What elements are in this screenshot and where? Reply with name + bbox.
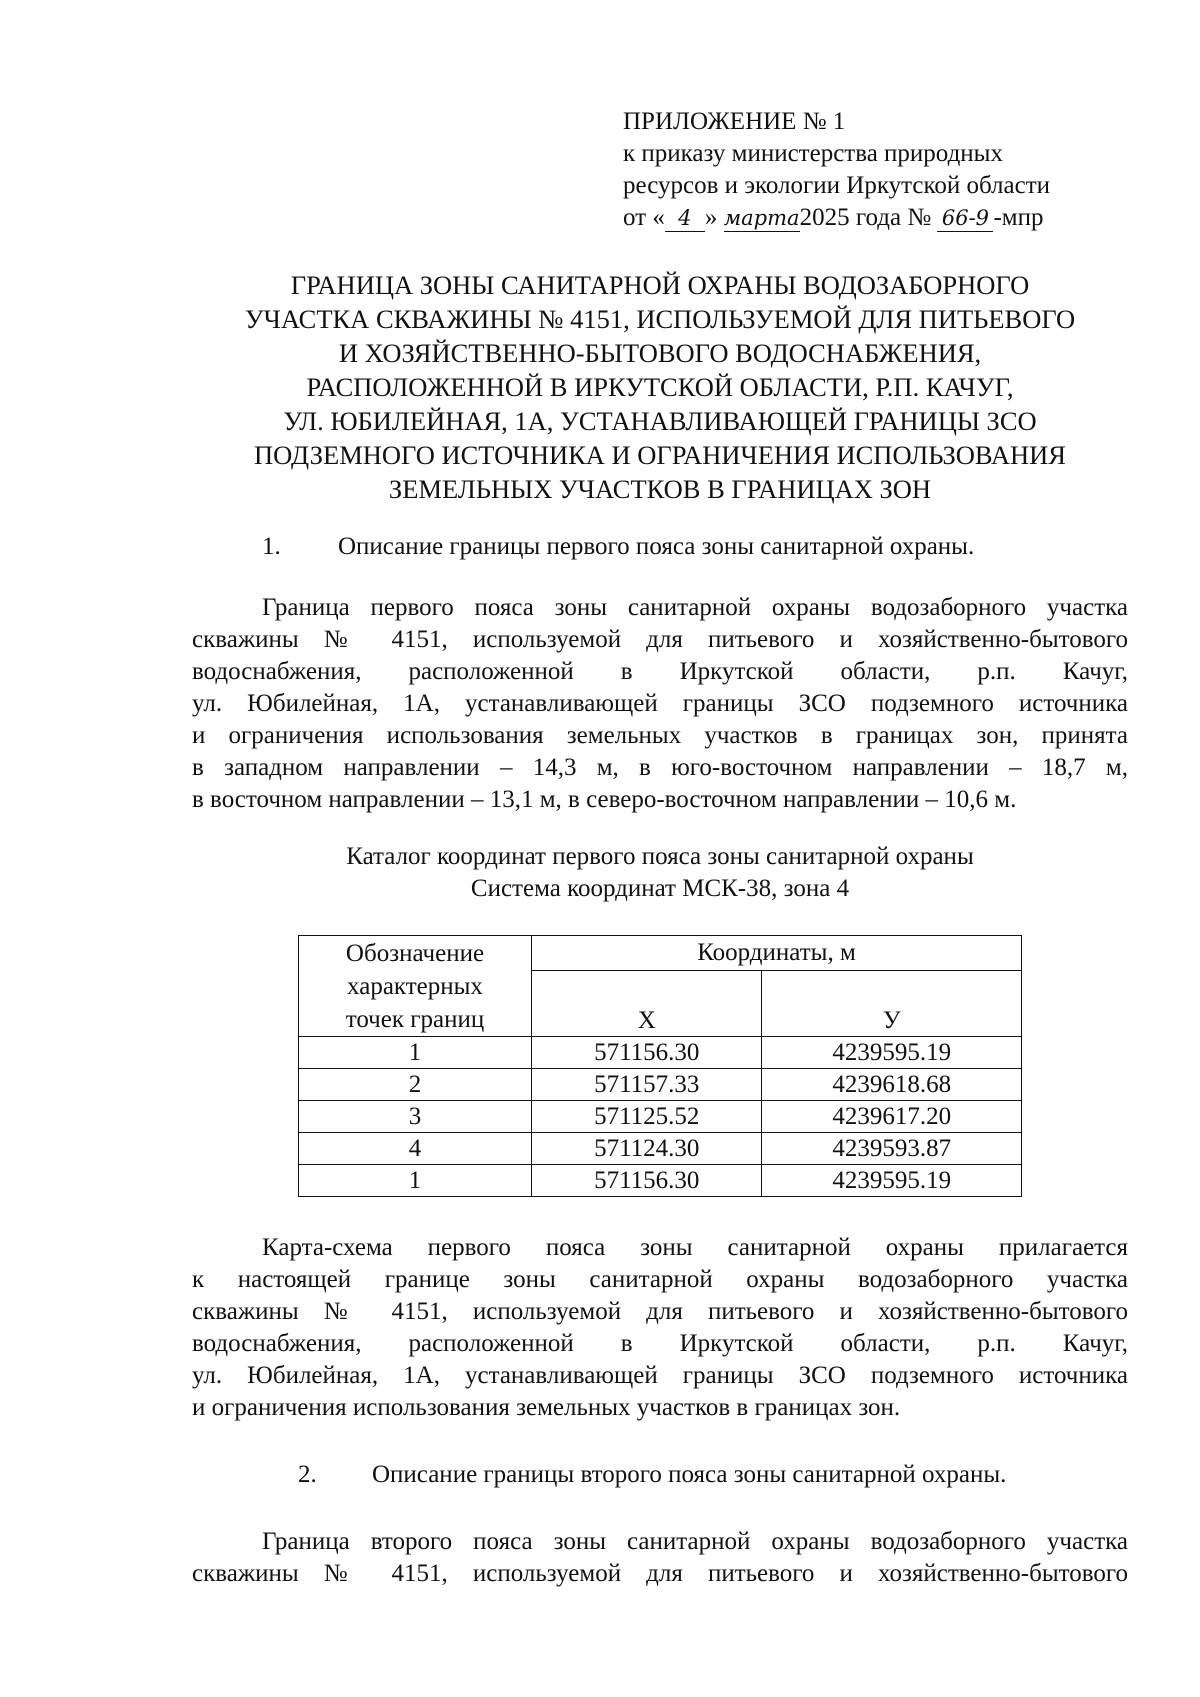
point-cell: 2 [299,1069,532,1101]
order-suffix: -мпр [993,204,1044,231]
appendix-header [623,106,1143,234]
table-row [299,1165,1022,1197]
point-cell: 1 [299,1037,532,1069]
x-cell: 571157.33 [532,1069,762,1101]
paragraph-line: водоснабжения, расположенной в Иркутской области, р.п. Качуг, [192,658,1128,685]
y-cell: 4239617.20 [762,1101,1022,1133]
y-cell: 4239595.19 [762,1165,1022,1197]
table-header-row [299,936,1022,971]
appendix-order-date-line [623,202,1143,234]
coordinates-table [298,935,1022,1197]
title-line: И ХОЗЯЙСТВЕННО-БЫТОВОГО ВОДОСНАБЖЕНИЯ, [338,338,982,368]
handwritten-day: 4 [665,205,705,232]
title-line: УЧАСТКА СКВАЖИНЫ № 4151, ИСПОЛЬЗУЕМОЙ ДЛЯ ПИТЬЕВОГО [244,304,1076,334]
paragraph-line: Карта-схема первого пояса зоны санитарной охраны прилагается [262,1234,1128,1261]
catalog-caption-line-2: Система координат МСК-38, зона 4 [470,875,850,902]
x-cell: 571156.30 [532,1165,762,1197]
title-line: ГРАНИЦА ЗОНЫ САНИТАРНОЙ ОХРАНЫ ВОДОЗАБОРНОГО [290,270,1030,300]
section-1-heading-text: Описание границы первого пояса зоны санитарной охраны. [338,533,975,560]
paragraph-line: скважины № 4151, используемой для питьевого и хозяйственно-бытового [192,1298,1128,1325]
section-1-paragraph [192,592,1128,816]
designation-header-line: характерных [347,973,483,1000]
x-column-header: Х [532,971,762,1037]
paragraph-line: и ограничения использования земельных участков в границах зон. [192,1394,901,1421]
paragraph-line: скважины № 4151, используемой для питьевого и хозяйственно-бытового [192,1560,1128,1587]
appendix-order-line-1: к приказу министерства природных [623,140,1003,167]
point-cell: 4 [299,1133,532,1165]
paragraph-line: Граница второго пояса зоны санитарной охраны водозаборного участка [262,1528,1128,1555]
title-line: РАСПОЛОЖЕННОЙ В ИРКУТСКОЙ ОБЛАСТИ, Р.П. КАЧУГ, [306,372,1014,402]
catalog-caption-line-1: Каталог координат первого пояса зоны санитарной охраны [346,843,974,870]
y-cell: 4239618.68 [762,1069,1022,1101]
coordinates-group-header: Координаты, м [532,936,1022,971]
paragraph-line: в восточном направлении – 13,1 м, в северо-восточном направлении – 10,6 м. [192,786,1017,813]
section-2-number: 2. [298,1461,317,1488]
y-cell: 4239595.19 [762,1037,1022,1069]
paragraph-line: водоснабжения, расположенной в Иркутской области, р.п. Качуг, [192,1330,1128,1357]
section-2-paragraph [192,1526,1128,1590]
handwritten-month: марта [723,206,800,230]
x-cell: 571124.30 [532,1133,762,1165]
paragraph-line: и ограничения использования земельных участков в границах зон, принята [192,722,1128,749]
section-2-heading [298,1459,1006,1491]
appendix-order-line-2: ресурсов и экологии Иркутской области [623,172,1051,199]
point-cell: 3 [299,1101,532,1133]
section-1-number: 1. [262,533,281,560]
map-scheme-paragraph [192,1232,1128,1424]
point-cell: 1 [299,1165,532,1197]
table-row [299,1069,1022,1101]
paragraph-line: ул. Юбилейная, 1А, устанавливающей границы ЗСО подземного источника [192,690,1128,717]
title-line: ЗЕМЕЛЬНЫХ УЧАСТКОВ В ГРАНИЦАХ ЗОН [388,474,932,504]
paragraph-line: Граница первого пояса зоны санитарной охраны водозаборного участка [262,594,1128,621]
section-1-heading [262,531,974,563]
x-cell: 571125.52 [532,1101,762,1133]
paragraph-line: к настоящей границе зоны санитарной охраны водозаборного участка [192,1266,1128,1293]
x-cell: 571156.30 [532,1037,762,1069]
title-line: ПОДЗЕМНОГО ИСТОЧНИКА И ОГРАНИЧЕНИЯ ИСПОЛЬЗОВАНИЯ [254,440,1066,470]
section-2-heading-text: Описание границы второго пояса зоны санитарной охраны. [372,1461,1007,1488]
date-year: 2025 года № [799,204,932,231]
paragraph-line: скважины № 4151, используемой для питьевого и хозяйственно-бытового [192,626,1128,653]
date-prefix: от « [623,204,665,231]
designation-header-line: Обозначение [345,940,485,967]
y-cell: 4239593.87 [762,1133,1022,1165]
table-row [299,1101,1022,1133]
y-column-header: У [762,971,1022,1037]
table-row [299,1133,1022,1165]
paragraph-line: в западном направлении – 14,3 м, в юго-восточном направлении – 18,7 м, [192,754,1128,781]
paragraph-line: ул. Юбилейная, 1А, устанавливающей границы ЗСО подземного источника [192,1362,1128,1389]
designation-column-header [299,936,532,1037]
title-line: УЛ. ЮБИЛЕЙНАЯ, 1А, УСТАНАВЛИВАЮЩЕЙ ГРАНИЦЫ ЗСО [283,406,1037,436]
appendix-label: ПРИЛОЖЕНИЕ № 1 [623,108,846,135]
catalog-caption [192,841,1128,905]
designation-header-line: точек границ [345,1006,485,1033]
handwritten-order-number: 66-9 [937,205,993,232]
document-title [160,268,1160,506]
table-row [299,1037,1022,1069]
date-day-close: » [704,204,718,231]
